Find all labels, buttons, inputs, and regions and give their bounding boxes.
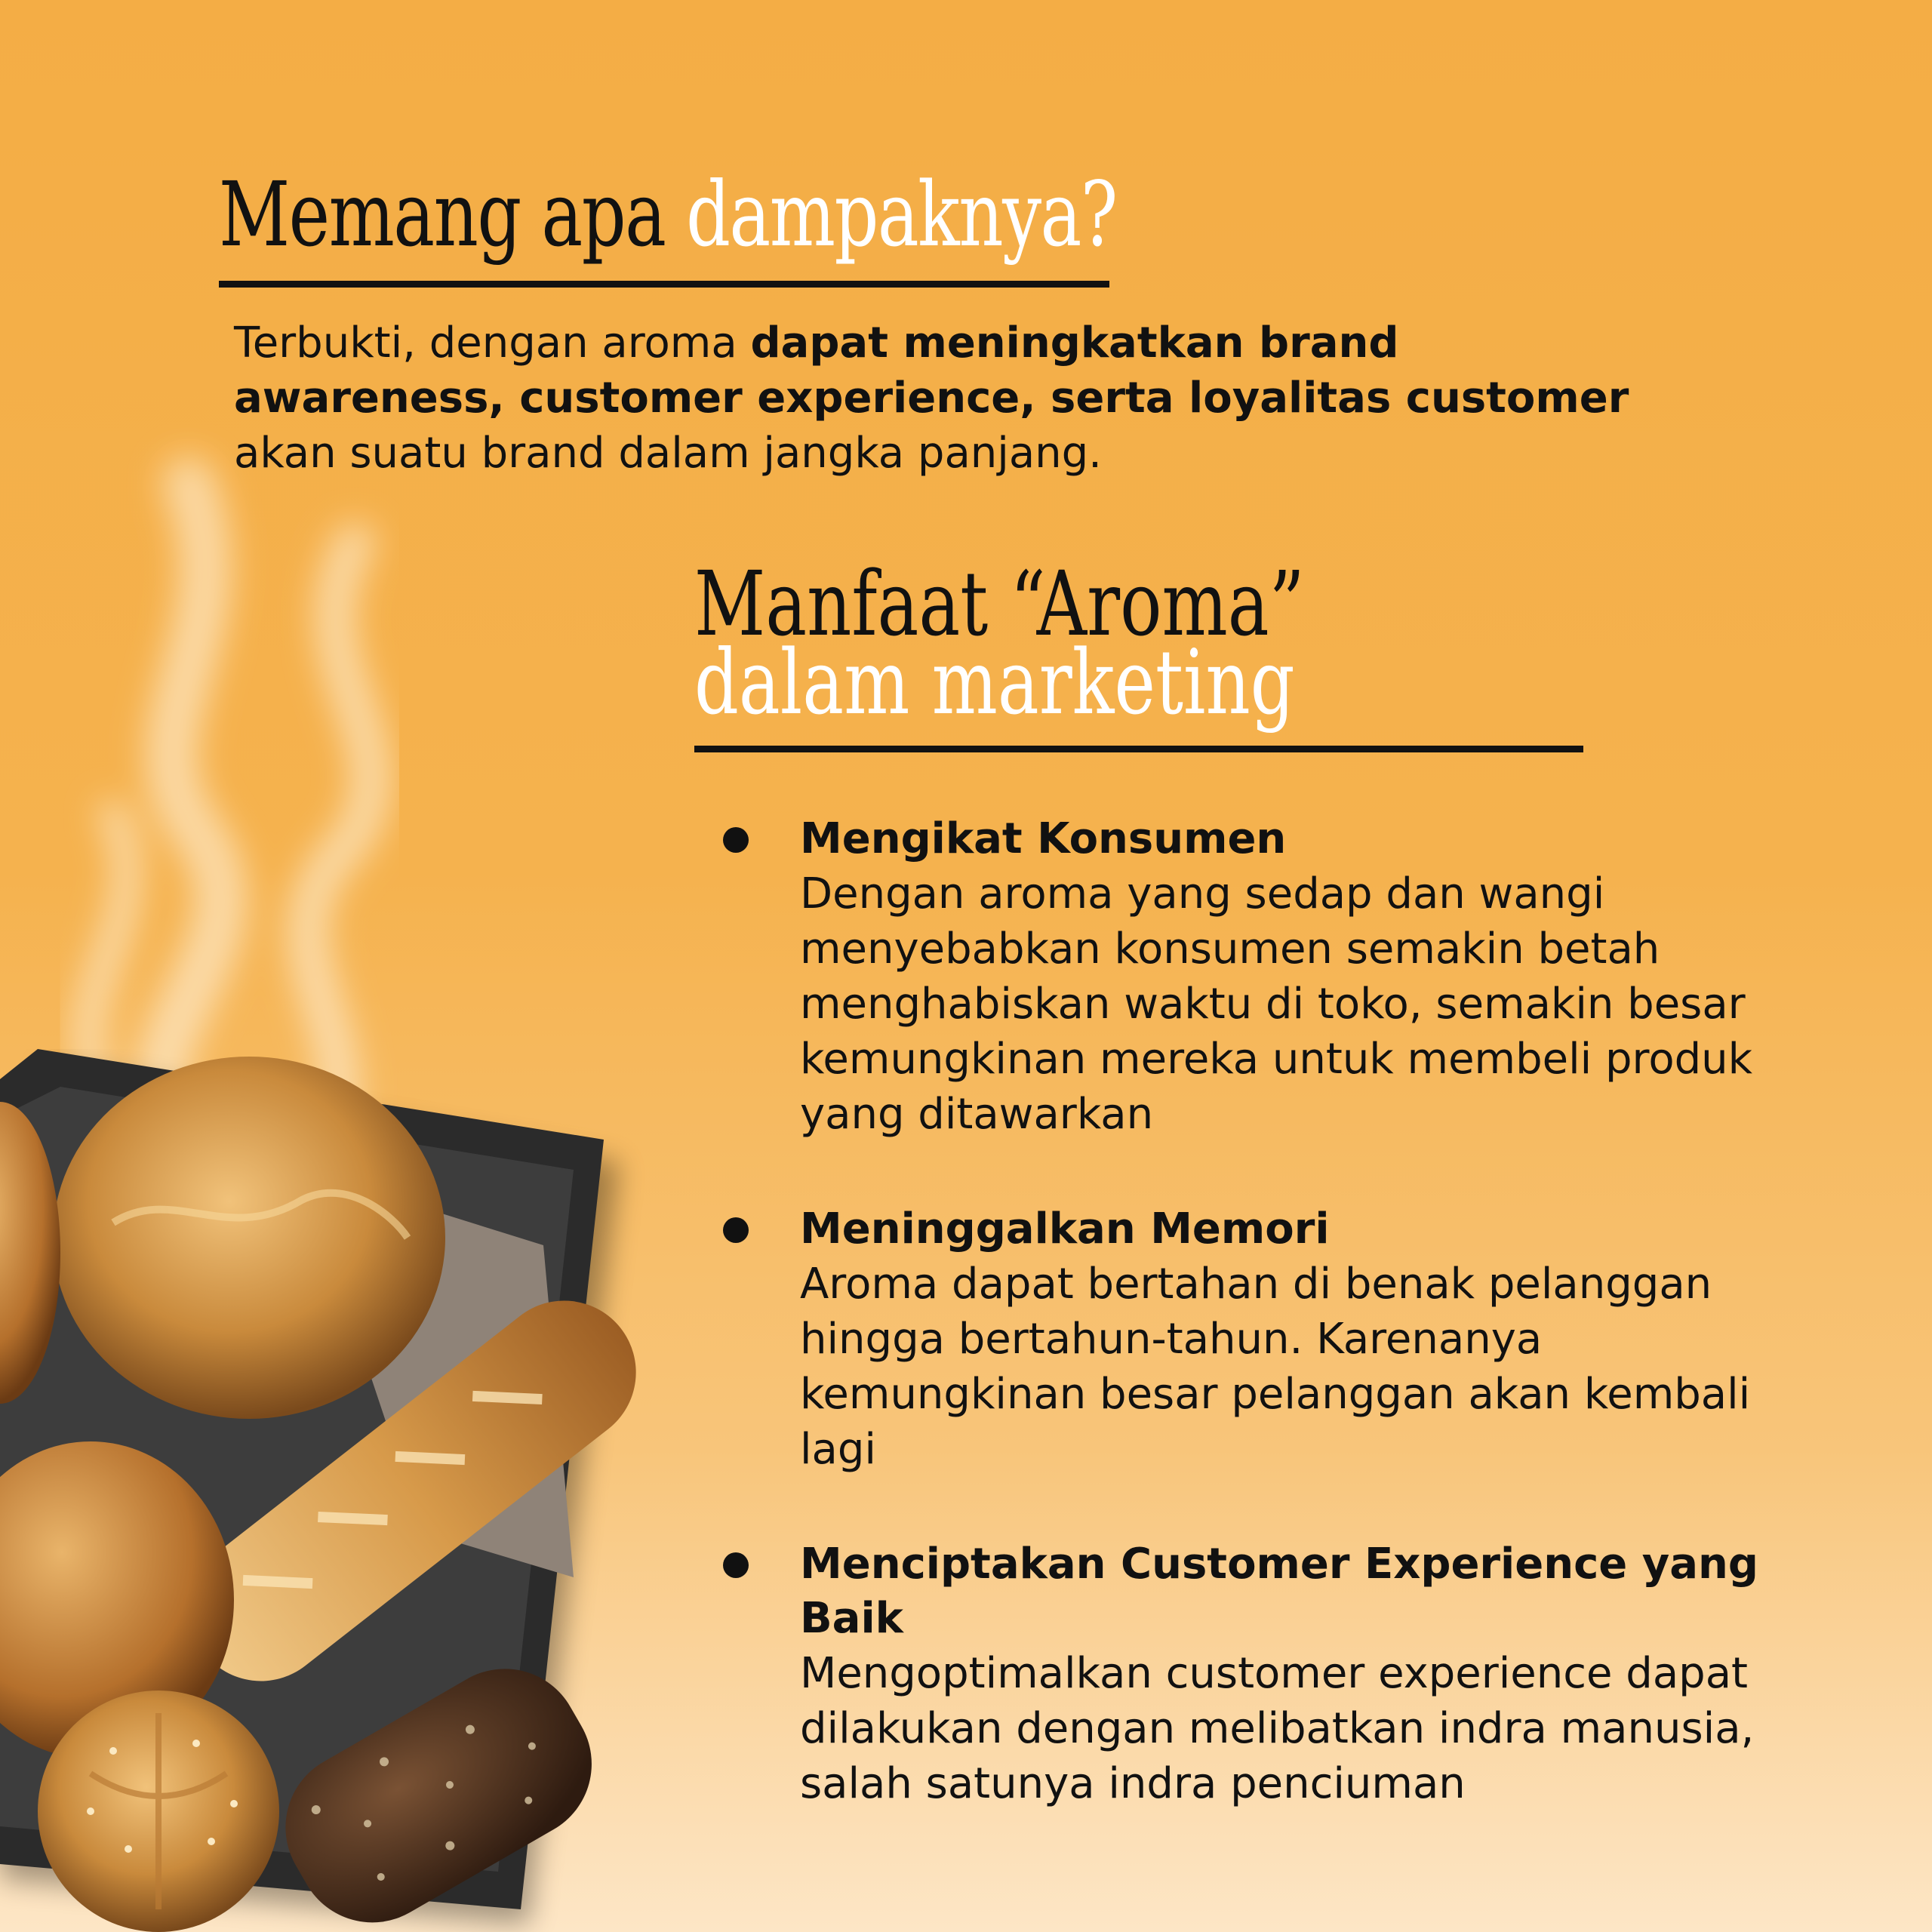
list-item xyxy=(723,1202,1780,1477)
benefit-body: Mengoptimalkan customer experience dapat dilakukan dengan melibatkan indra manusia, salah satunya indra penciuman xyxy=(800,1649,1755,1808)
benefit-body: Dengan aroma yang sedap dan wangi menyebabkan konsumen semakin betah menghabiskan waktu di toko, semakin besar kemungkinan mereka untuk membeli produk yang ditawarkan xyxy=(800,869,1753,1139)
list-item xyxy=(723,1537,1780,1811)
section-heading xyxy=(694,552,1305,734)
main-heading xyxy=(219,162,1117,266)
section-heading-underline xyxy=(694,746,1583,752)
bread-basket-photo xyxy=(0,1049,755,1932)
benefit-list xyxy=(723,812,1780,1872)
benefit-title: Mengikat Konsumen xyxy=(800,814,1287,863)
benefit-title: Menciptakan Customer Experience yang Baik xyxy=(800,1540,1759,1643)
intro-paragraph xyxy=(234,315,1653,481)
intro-text-start: Terbukti, dengan aroma xyxy=(234,318,751,368)
section-heading-line2: dalam marketing xyxy=(694,630,1295,734)
main-heading-part2: dampaknya? xyxy=(686,162,1117,266)
bullet-icon xyxy=(723,827,749,853)
section-heading-line1: Manfaat “Aroma” xyxy=(694,552,1305,656)
heading-underline xyxy=(219,281,1109,288)
intro-text-bold: dapat meningkatkan brand awareness, customer experience, serta loyalitas customer xyxy=(234,318,1629,423)
main-heading-part1: Memang apa xyxy=(219,162,687,266)
intro-text-end: akan suatu brand dalam jangka panjang. xyxy=(234,429,1102,478)
benefit-body: Aroma dapat bertahan di benak pelanggan hingga bertahun-tahun. Karenanya kemungkinan besar pelanggan akan kembali lagi xyxy=(800,1260,1751,1474)
benefit-title: Meninggalkan Memori xyxy=(800,1204,1330,1254)
list-item xyxy=(723,812,1780,1142)
